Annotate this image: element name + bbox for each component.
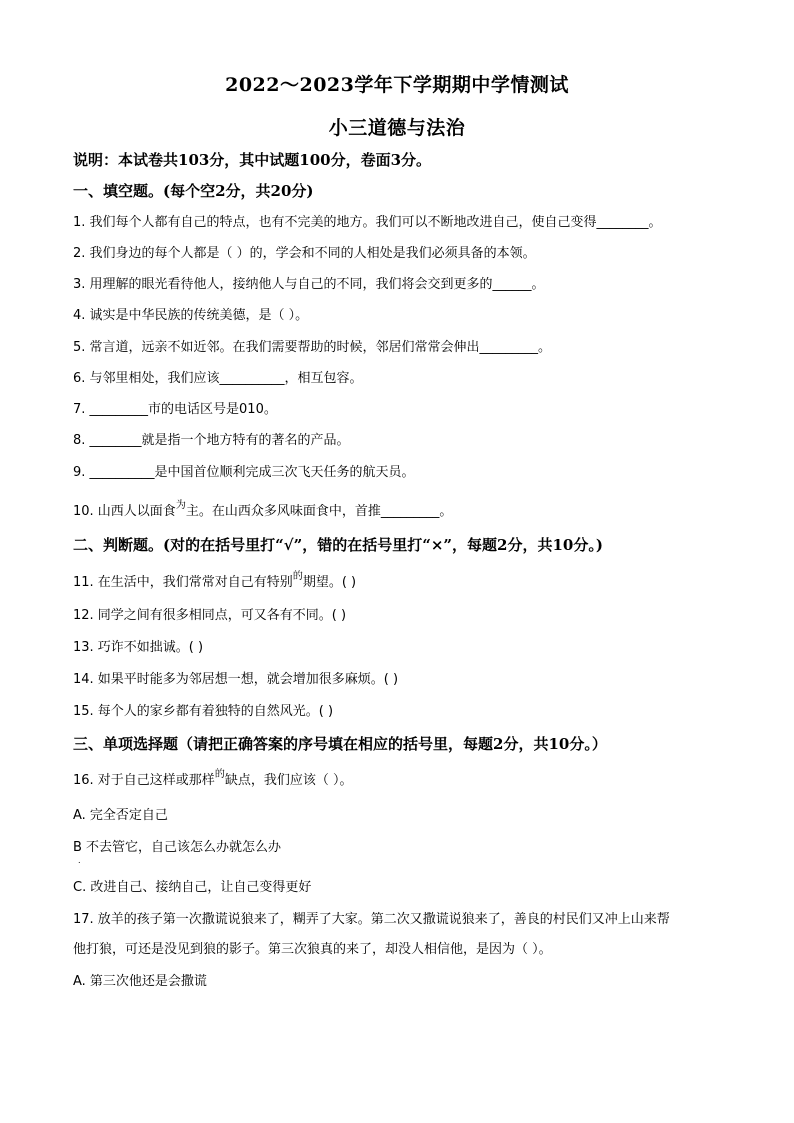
question-10-sup: 为	[175, 500, 186, 511]
question-17-line-2: 他打狼，可还是没见到狼的影子。第三次狼真的来了，却没人相信他，是因为（ ）。	[73, 942, 552, 957]
question-11-part-b: 期望。( )	[302, 575, 357, 590]
section-heading-fill-in: 一、填空题。(每个空2分，共20分)	[73, 182, 314, 200]
question-11	[73, 573, 356, 594]
question-3: 3. 用理解的眼光看待他人，接纳他人与自己的不同，我们将会交到更多的______。	[73, 277, 545, 292]
question-10-part-b: 主。在山西众多风味面食中，首推_________。	[185, 504, 453, 519]
question-15: 15. 每个人的家乡都有着独特的自然风光。( )	[73, 704, 334, 719]
question-10	[73, 502, 452, 523]
question-12: 12. 同学之间有很多相同点，可又各有不同。( )	[73, 608, 347, 623]
question-16-option-c: C. 改进自己、接纳自己，让自己变得更好	[73, 880, 312, 895]
question-16	[73, 771, 352, 792]
question-11-part-a: 11. 在生活中，我们常常对自己有特别	[73, 575, 293, 590]
question-17-option-a: A. 第三次他还是会撒谎	[73, 974, 207, 989]
question-13: 13. 巧诈不如拙诚。( )	[73, 640, 204, 655]
question-1: 1. 我们每个人都有自己的特点，也有不完美的地方。我们可以不断地改进自己，使自己变得________。	[73, 215, 662, 230]
section-heading-multiple-choice: 三、单项选择题（请把正确答案的序号填在相应的括号里，每题2分，共10分。）	[73, 735, 607, 753]
page-subtitle: 小三道德与法治	[328, 117, 466, 139]
question-4: 4. 诚实是中华民族的传统美德，是（ ）。	[73, 308, 309, 323]
question-16-sup: 的	[214, 769, 225, 780]
question-16-option-a: A. 完全否定自己	[73, 808, 168, 823]
question-10-part-a: 10. 山西人以面食	[73, 504, 176, 519]
stray-dot: .	[78, 856, 81, 865]
question-6: 6. 与邻里相处，我们应该__________，相互包容。	[73, 371, 363, 386]
page-title: 2022～2023学年下学期期中学情测试	[225, 74, 569, 96]
question-16-option-b: B 不去管它，自己该怎么办就怎么办	[73, 840, 282, 855]
question-14: 14. 如果平时能多为邻居想一想，就会增加很多麻烦。( )	[73, 672, 399, 687]
instructions-note: 说明：本试卷共103分，其中试题100分，卷面3分。	[73, 151, 432, 169]
question-16-part-a: 16. 对于自己这样或那样	[73, 773, 215, 788]
question-7: 7. _________市的电话区号是010。	[73, 402, 277, 417]
question-8: 8. ________就是指一个地方特有的著名的产品。	[73, 433, 350, 448]
question-17-line-1: 17. 放羊的孩子第一次撒谎说狼来了，糊弄了大家。第二次又撒谎说狼来了，善良的村民们又冲上山来帮	[73, 912, 670, 927]
question-9: 9. __________是中国首位顺利完成三次飞天任务的航天员。	[73, 465, 415, 480]
question-16-part-b: 缺点，我们应该（ ）。	[224, 773, 353, 788]
section-heading-true-false: 二、判断题。(对的在括号里打“√”，错的在括号里打“×”，每题2分，共10分。)	[73, 536, 603, 554]
question-5: 5. 常言道，远亲不如近邻。在我们需要帮助的时候，邻居们常常会伸出_________。	[73, 340, 552, 355]
question-2: 2. 我们身边的每个人都是（ ）的，学会和不同的人相处是我们必须具备的本领。	[73, 246, 536, 261]
question-11-sup: 的	[292, 571, 303, 582]
